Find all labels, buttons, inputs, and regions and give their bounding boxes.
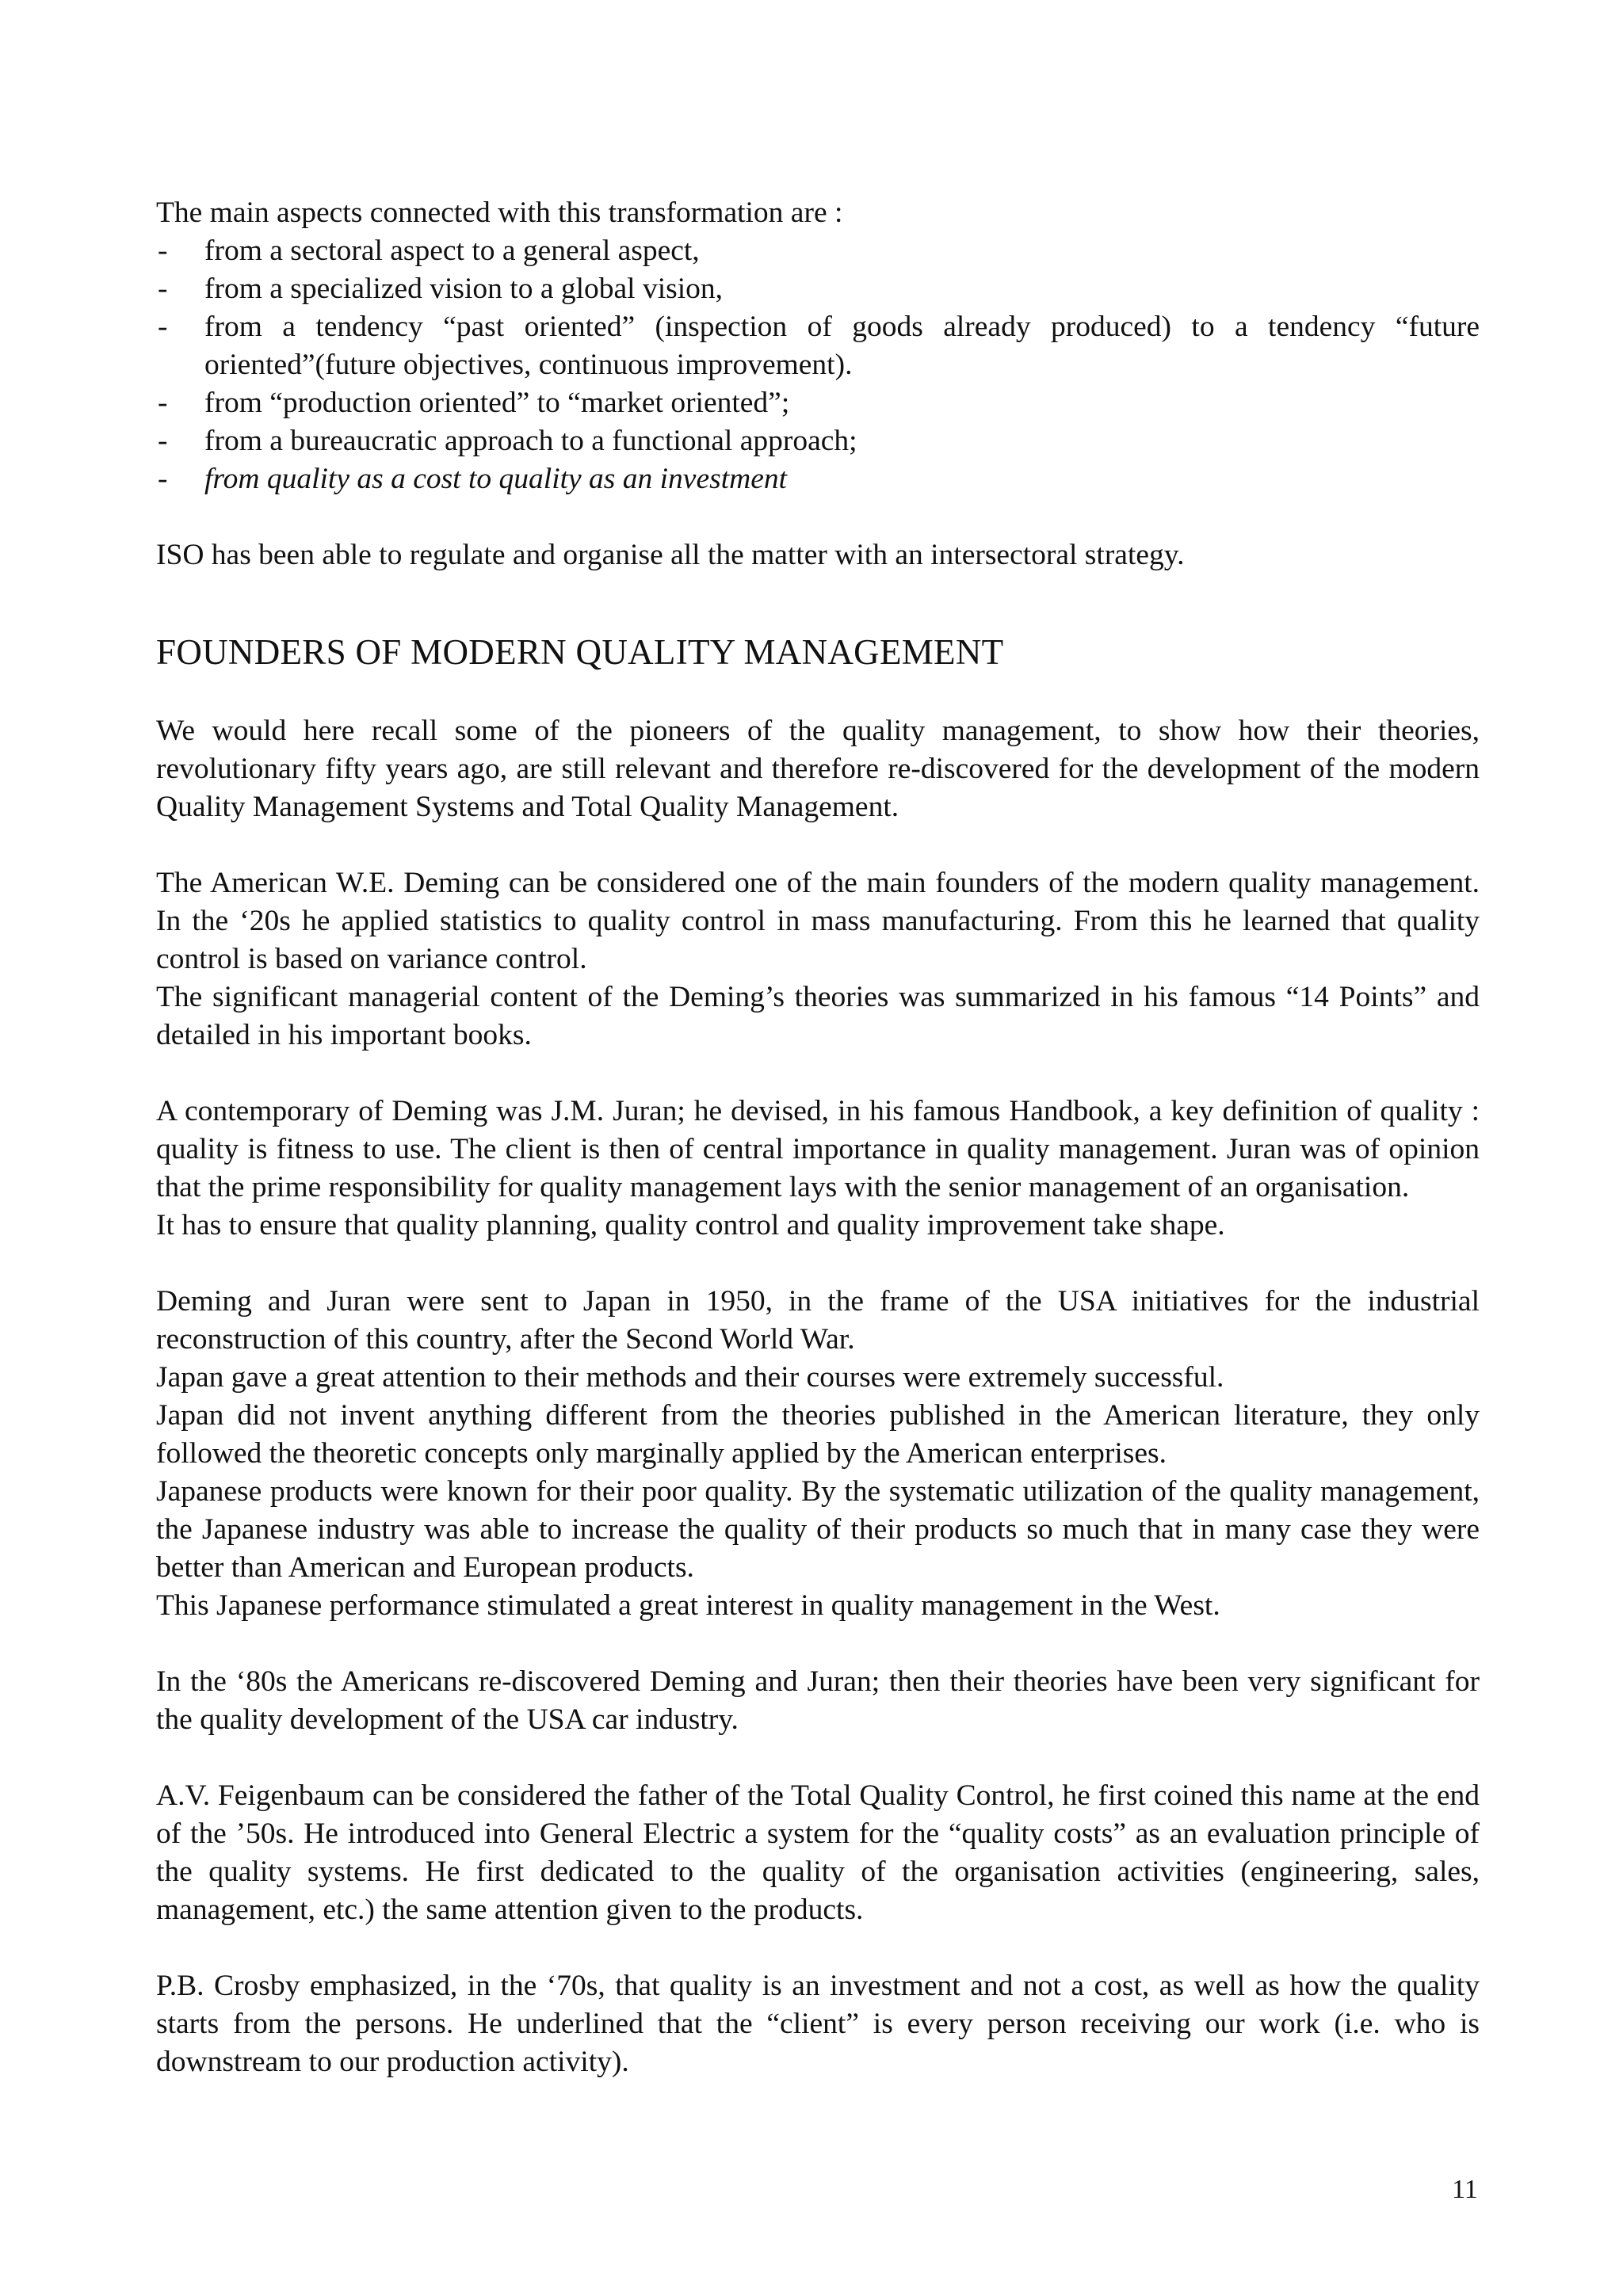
japan-paragraph-1: Deming and Juran were sent to Japan in 1950, in the frame of the USA initiatives for the industrial reconstruction of this country, after the Second World War. (156, 1285, 1480, 1356)
aspects-lead: The main aspects connected with this transformation are : (156, 196, 843, 229)
list-item: - from a tendency “past oriented” (inspection of goods already produced) to a tendency “future oriented”(future objectives, continuous improvement). (156, 308, 1480, 384)
crosby-paragraph: P.B. Crosby emphasized, in the ‘70s, that quality is an investment and not a cost, as well as how the quality starts from the persons. He underlined that the “client” is every person receiving our work (i.e. who is downstream to our production activity). (156, 1970, 1480, 2078)
aspects-list (156, 232, 1480, 498)
list-item: - from quality as a cost to quality as an investment (156, 460, 1480, 498)
page-number: 11 (1452, 2175, 1478, 2204)
juran-shape-paragraph: It has to ensure that quality planning, quality control and quality improvement take shape. (156, 1209, 1225, 1241)
japan-paragraph-2: Japan gave a great attention to their methods and their courses were extremely successful. (156, 1361, 1224, 1394)
japan-paragraph-4: Japanese products were known for their poor quality. By the systematic utilization of the quality management, the Japanese industry was able to increase the quality of their products so much that in many case they were better than American and European products. (156, 1475, 1480, 1584)
deming-paragraph: The American W.E. Deming can be considered one of the main founders of the modern quality management. In the ‘20s he applied statistics to quality control in mass manufacturing. From this he learned that quality control is based on variance control. (156, 867, 1480, 975)
pioneers-paragraph: We would here recall some of the pioneers of the quality management, to show how their theories, revolutionary fifty years ago, are still relevant and therefore re-discovered for the development of the modern Quality Management Systems and Total Quality Management. (156, 715, 1480, 823)
list-item: - from a bureaucratic approach to a functional approach; (156, 422, 1480, 460)
list-item: - from a specialized vision to a global vision, (156, 270, 1480, 308)
iso-statement: ISO has been able to regulate and organise all the matter with an intersectoral strategy. (156, 539, 1185, 571)
feigenbaum-paragraph: A.V. Feigenbaum can be considered the father of the Total Quality Control, he first coined this name at the end of the ’50s. He introduced into General Electric a system for the “quality costs” as an evaluation principle of the quality systems. He first dedicated to the quality of the organisation activities (engineering, sales, management, etc.) the same attention given to the products. (156, 1779, 1480, 1926)
deming-points-paragraph: The significant managerial content of the Deming’s theories was summarized in his famous “14 Points” and detailed in his important books. (156, 981, 1480, 1051)
juran-paragraph: A contemporary of Deming was J.M. Juran; he devised, in his famous Handbook, a key definition of quality : quality is fitness to use. The client is then of central importance in quality management. Juran was of opinion that the prime responsibility for quality management lays with the senior management of an organisation. (156, 1095, 1480, 1203)
japan-paragraph-3: Japan did not invent anything different from the theories published in the American literature, they only followed the theoretic concepts only marginally applied by the American enterprises. (156, 1399, 1480, 1470)
section-heading: FOUNDERS OF MODERN QUALITY MANAGEMENT (156, 632, 1004, 672)
document-page (156, 194, 1480, 2081)
japan-paragraph-5: This Japanese performance stimulated a great interest in quality management in the West. (156, 1589, 1220, 1622)
list-item: - from “production oriented” to “market oriented”; (156, 384, 1480, 422)
eighties-paragraph: In the ‘80s the Americans re-discovered Deming and Juran; then their theories have been very significant for the quality development of the USA car industry. (156, 1665, 1480, 1736)
list-item: - from a sectoral aspect to a general aspect, (156, 232, 1480, 270)
